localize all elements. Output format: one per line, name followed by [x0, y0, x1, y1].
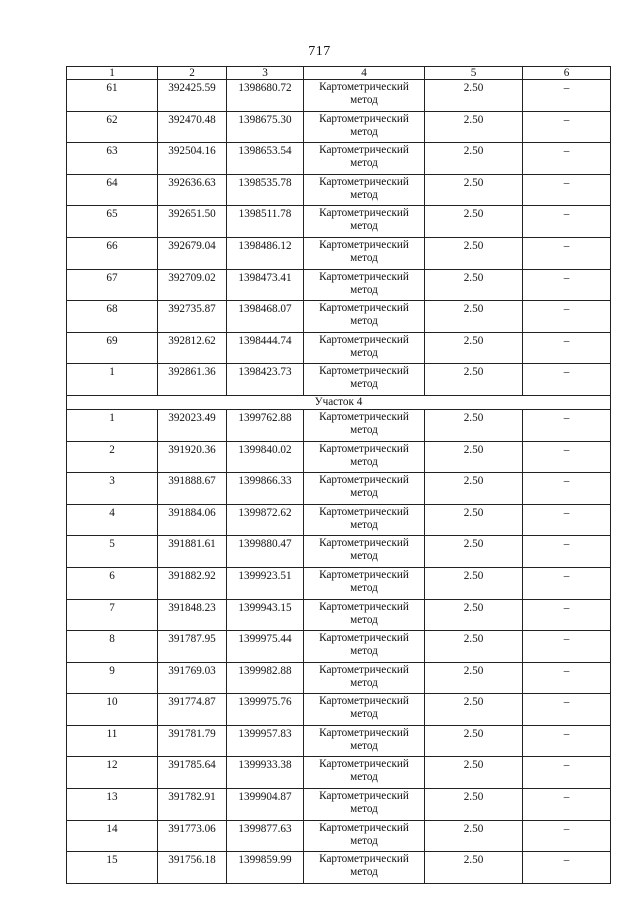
- method-line-2: метод: [350, 581, 378, 594]
- method-line-2: метод: [350, 283, 378, 296]
- y-coordinate-cell: 1399982.88: [227, 662, 304, 694]
- point-number-cell: 68: [67, 301, 158, 333]
- x-coordinate-cell: 391882.92: [158, 567, 227, 599]
- method-cell: [304, 631, 425, 663]
- table-header-row: [67, 67, 611, 80]
- accuracy-cell: 2.50: [425, 364, 523, 396]
- table-row: [67, 332, 611, 364]
- point-number-cell: 14: [67, 820, 158, 852]
- table-row: [67, 599, 611, 631]
- point-number-cell: 65: [67, 206, 158, 238]
- y-coordinate-cell: 1399859.99: [227, 852, 304, 884]
- y-coordinate-cell: 1399872.62: [227, 504, 304, 536]
- point-number-cell: 8: [67, 631, 158, 663]
- point-number-cell: 6: [67, 567, 158, 599]
- note-cell: –: [523, 536, 611, 568]
- method-line-1: Картометрический: [319, 790, 409, 803]
- method-line-1: Картометрический: [319, 821, 409, 834]
- accuracy-cell: 2.50: [425, 694, 523, 726]
- accuracy-cell: 2.50: [425, 206, 523, 238]
- y-coordinate-cell: 1399904.87: [227, 789, 304, 821]
- note-cell: –: [523, 725, 611, 757]
- method-line-1: Картометрический: [319, 758, 409, 771]
- x-coordinate-cell: 391773.06: [158, 820, 227, 852]
- note-cell: –: [523, 364, 611, 396]
- table-row: [67, 631, 611, 663]
- y-coordinate-cell: 1399762.88: [227, 409, 304, 441]
- method-cell: [304, 269, 425, 301]
- y-coordinate-cell: 1399877.63: [227, 820, 304, 852]
- table-row: [67, 789, 611, 821]
- method-line-2: метод: [350, 645, 378, 658]
- method-line-1: Картометрический: [319, 632, 409, 645]
- table-row: [67, 409, 611, 441]
- note-cell: –: [523, 599, 611, 631]
- table-row: [67, 80, 611, 112]
- method-line-2: метод: [350, 739, 378, 752]
- note-cell: –: [523, 441, 611, 473]
- table-row: [67, 111, 611, 143]
- y-coordinate-cell: 1398535.78: [227, 174, 304, 206]
- method-line-2: метод: [350, 771, 378, 784]
- x-coordinate-cell: 392504.16: [158, 143, 227, 175]
- method-cell: [304, 441, 425, 473]
- method-line-2: метод: [350, 251, 378, 264]
- note-cell: –: [523, 852, 611, 884]
- x-coordinate-cell: 392709.02: [158, 269, 227, 301]
- method-line-1: Картометрический: [319, 302, 409, 315]
- page-number: 717: [308, 44, 331, 59]
- y-coordinate-cell: 1399840.02: [227, 441, 304, 473]
- method-line-1: Картометрический: [319, 270, 409, 283]
- x-coordinate-cell: 391888.67: [158, 473, 227, 505]
- accuracy-cell: 2.50: [425, 301, 523, 333]
- y-coordinate-cell: 1399880.47: [227, 536, 304, 568]
- table-row: [67, 820, 611, 852]
- table-row: [67, 441, 611, 473]
- x-coordinate-cell: 392425.59: [158, 80, 227, 112]
- table-row: [67, 757, 611, 789]
- y-coordinate-cell: 1398468.07: [227, 301, 304, 333]
- note-cell: –: [523, 206, 611, 238]
- point-number-cell: 64: [67, 174, 158, 206]
- header-cell: 4: [304, 67, 425, 80]
- table-row: [67, 725, 611, 757]
- accuracy-cell: 2.50: [425, 143, 523, 175]
- header-cell: 3: [227, 67, 304, 80]
- method-cell: [304, 206, 425, 238]
- point-number-cell: 15: [67, 852, 158, 884]
- method-line-1: Картометрический: [319, 365, 409, 378]
- note-cell: –: [523, 820, 611, 852]
- accuracy-cell: 2.50: [425, 332, 523, 364]
- method-line-1: Картометрический: [319, 81, 409, 93]
- method-cell: [304, 301, 425, 333]
- x-coordinate-cell: 392812.62: [158, 332, 227, 364]
- method-line-1: Картометрический: [319, 853, 409, 866]
- accuracy-cell: 2.50: [425, 820, 523, 852]
- y-coordinate-cell: 1399975.44: [227, 631, 304, 663]
- method-cell: [304, 757, 425, 789]
- method-cell: [304, 694, 425, 726]
- table-row: [67, 662, 611, 694]
- method-line-1: Картометрический: [319, 207, 409, 220]
- table-row: [67, 364, 611, 396]
- method-cell: [304, 80, 425, 112]
- method-line-2: метод: [350, 455, 378, 468]
- accuracy-cell: 2.50: [425, 536, 523, 568]
- header-cell: 6: [523, 67, 611, 80]
- accuracy-cell: 2.50: [425, 599, 523, 631]
- method-cell: [304, 473, 425, 505]
- method-cell: [304, 364, 425, 396]
- table-row: [67, 301, 611, 333]
- method-line-2: метод: [350, 834, 378, 847]
- note-cell: –: [523, 631, 611, 663]
- accuracy-cell: 2.50: [425, 789, 523, 821]
- method-line-2: метод: [350, 378, 378, 391]
- note-cell: –: [523, 143, 611, 175]
- point-number-cell: 9: [67, 662, 158, 694]
- method-line-2: метод: [350, 518, 378, 531]
- note-cell: –: [523, 757, 611, 789]
- x-coordinate-cell: 391774.87: [158, 694, 227, 726]
- x-coordinate-cell: 391781.79: [158, 725, 227, 757]
- method-line-1: Картометрический: [319, 695, 409, 708]
- point-number-cell: 13: [67, 789, 158, 821]
- x-coordinate-cell: 391848.23: [158, 599, 227, 631]
- method-cell: [304, 789, 425, 821]
- method-line-1: Картометрический: [319, 474, 409, 487]
- x-coordinate-cell: 391782.91: [158, 789, 227, 821]
- accuracy-cell: 2.50: [425, 662, 523, 694]
- accuracy-cell: 2.50: [425, 174, 523, 206]
- x-coordinate-cell: 392679.04: [158, 237, 227, 269]
- method-cell: [304, 725, 425, 757]
- accuracy-cell: 2.50: [425, 111, 523, 143]
- y-coordinate-cell: 1399975.76: [227, 694, 304, 726]
- method-line-1: Картометрический: [319, 568, 409, 581]
- method-cell: [304, 852, 425, 884]
- method-line-2: метод: [350, 613, 378, 626]
- method-cell: [304, 174, 425, 206]
- x-coordinate-cell: 391920.36: [158, 441, 227, 473]
- method-line-2: метод: [350, 188, 378, 201]
- note-cell: –: [523, 174, 611, 206]
- coordinates-table-body: [67, 67, 611, 884]
- accuracy-cell: 2.50: [425, 504, 523, 536]
- y-coordinate-cell: 1399933.38: [227, 757, 304, 789]
- method-cell: [304, 662, 425, 694]
- accuracy-cell: 2.50: [425, 237, 523, 269]
- table-row: [67, 237, 611, 269]
- section-row: [67, 395, 611, 409]
- method-line-2: метод: [350, 423, 378, 436]
- method-line-2: метод: [350, 866, 378, 879]
- y-coordinate-cell: 1398675.30: [227, 111, 304, 143]
- method-cell: [304, 143, 425, 175]
- method-line-1: Картометрический: [319, 726, 409, 739]
- table-row: [67, 206, 611, 238]
- accuracy-cell: 2.50: [425, 80, 523, 112]
- note-cell: –: [523, 473, 611, 505]
- method-line-1: Картометрический: [319, 333, 409, 346]
- x-coordinate-cell: 391787.95: [158, 631, 227, 663]
- method-line-1: Картометрический: [319, 144, 409, 157]
- y-coordinate-cell: 1398423.73: [227, 364, 304, 396]
- accuracy-cell: 2.50: [425, 473, 523, 505]
- method-line-2: метод: [350, 94, 378, 106]
- x-coordinate-cell: 392023.49: [158, 409, 227, 441]
- table-row: [67, 473, 611, 505]
- method-cell: [304, 332, 425, 364]
- y-coordinate-cell: 1398444.74: [227, 332, 304, 364]
- table-row: [67, 504, 611, 536]
- accuracy-cell: 2.50: [425, 409, 523, 441]
- point-number-cell: 12: [67, 757, 158, 789]
- note-cell: –: [523, 237, 611, 269]
- y-coordinate-cell: 1399943.15: [227, 599, 304, 631]
- method-cell: [304, 536, 425, 568]
- table-row: [67, 174, 611, 206]
- method-line-2: метод: [350, 550, 378, 563]
- method-line-1: Картометрический: [319, 175, 409, 188]
- method-line-2: метод: [350, 125, 378, 138]
- point-number-cell: 61: [67, 80, 158, 112]
- method-cell: [304, 820, 425, 852]
- accuracy-cell: 2.50: [425, 757, 523, 789]
- point-number-cell: 11: [67, 725, 158, 757]
- method-line-2: метод: [350, 220, 378, 233]
- table-row: [67, 269, 611, 301]
- method-line-2: метод: [350, 676, 378, 689]
- method-line-1: Картометрический: [319, 410, 409, 423]
- note-cell: –: [523, 694, 611, 726]
- method-line-1: Картометрический: [319, 112, 409, 125]
- x-coordinate-cell: 391881.61: [158, 536, 227, 568]
- method-cell: [304, 599, 425, 631]
- note-cell: –: [523, 662, 611, 694]
- x-coordinate-cell: 391769.03: [158, 662, 227, 694]
- point-number-cell: 62: [67, 111, 158, 143]
- method-cell: [304, 567, 425, 599]
- accuracy-cell: 2.50: [425, 441, 523, 473]
- x-coordinate-cell: 391756.18: [158, 852, 227, 884]
- accuracy-cell: 2.50: [425, 269, 523, 301]
- note-cell: –: [523, 111, 611, 143]
- point-number-cell: 5: [67, 536, 158, 568]
- method-line-1: Картометрический: [319, 600, 409, 613]
- method-line-1: Картометрический: [319, 442, 409, 455]
- method-cell: [304, 409, 425, 441]
- table-row: [67, 694, 611, 726]
- note-cell: –: [523, 409, 611, 441]
- method-line-2: метод: [350, 315, 378, 328]
- x-coordinate-cell: 392470.48: [158, 111, 227, 143]
- point-number-cell: 3: [67, 473, 158, 505]
- y-coordinate-cell: 1399923.51: [227, 567, 304, 599]
- point-number-cell: 69: [67, 332, 158, 364]
- accuracy-cell: 2.50: [425, 631, 523, 663]
- y-coordinate-cell: 1399866.33: [227, 473, 304, 505]
- y-coordinate-cell: 1398486.12: [227, 237, 304, 269]
- method-line-2: метод: [350, 487, 378, 500]
- method-cell: [304, 237, 425, 269]
- method-line-1: Картометрический: [319, 505, 409, 518]
- x-coordinate-cell: 392861.36: [158, 364, 227, 396]
- table-row: [67, 536, 611, 568]
- method-cell: [304, 111, 425, 143]
- method-line-2: метод: [350, 346, 378, 359]
- x-coordinate-cell: 391785.64: [158, 757, 227, 789]
- point-number-cell: 2: [67, 441, 158, 473]
- point-number-cell: 1: [67, 409, 158, 441]
- y-coordinate-cell: 1398680.72: [227, 80, 304, 112]
- point-number-cell: 1: [67, 364, 158, 396]
- point-number-cell: 66: [67, 237, 158, 269]
- y-coordinate-cell: 1398473.41: [227, 269, 304, 301]
- header-cell: 1: [67, 67, 158, 80]
- accuracy-cell: 2.50: [425, 567, 523, 599]
- x-coordinate-cell: 391884.06: [158, 504, 227, 536]
- x-coordinate-cell: 392735.87: [158, 301, 227, 333]
- header-cell: 5: [425, 67, 523, 80]
- table-row: [67, 567, 611, 599]
- y-coordinate-cell: 1399957.83: [227, 725, 304, 757]
- x-coordinate-cell: 392651.50: [158, 206, 227, 238]
- accuracy-cell: 2.50: [425, 725, 523, 757]
- y-coordinate-cell: 1398653.54: [227, 143, 304, 175]
- method-line-1: Картометрический: [319, 663, 409, 676]
- y-coordinate-cell: 1398511.78: [227, 206, 304, 238]
- note-cell: –: [523, 332, 611, 364]
- method-line-1: Картометрический: [319, 238, 409, 251]
- section-title: Участок 4: [67, 395, 611, 409]
- note-cell: –: [523, 80, 611, 112]
- method-cell: [304, 504, 425, 536]
- header-cell: 2: [158, 67, 227, 80]
- point-number-cell: 7: [67, 599, 158, 631]
- table-row: [67, 143, 611, 175]
- point-number-cell: 10: [67, 694, 158, 726]
- point-number-cell: 63: [67, 143, 158, 175]
- table-row: [67, 852, 611, 884]
- point-number-cell: 4: [67, 504, 158, 536]
- note-cell: –: [523, 567, 611, 599]
- note-cell: –: [523, 269, 611, 301]
- note-cell: –: [523, 504, 611, 536]
- method-line-2: метод: [350, 803, 378, 816]
- coordinates-table: [66, 66, 611, 884]
- accuracy-cell: 2.50: [425, 852, 523, 884]
- note-cell: –: [523, 301, 611, 333]
- x-coordinate-cell: 392636.63: [158, 174, 227, 206]
- method-line-1: Картометрический: [319, 537, 409, 550]
- method-line-2: метод: [350, 708, 378, 721]
- point-number-cell: 67: [67, 269, 158, 301]
- method-line-2: метод: [350, 157, 378, 170]
- note-cell: –: [523, 789, 611, 821]
